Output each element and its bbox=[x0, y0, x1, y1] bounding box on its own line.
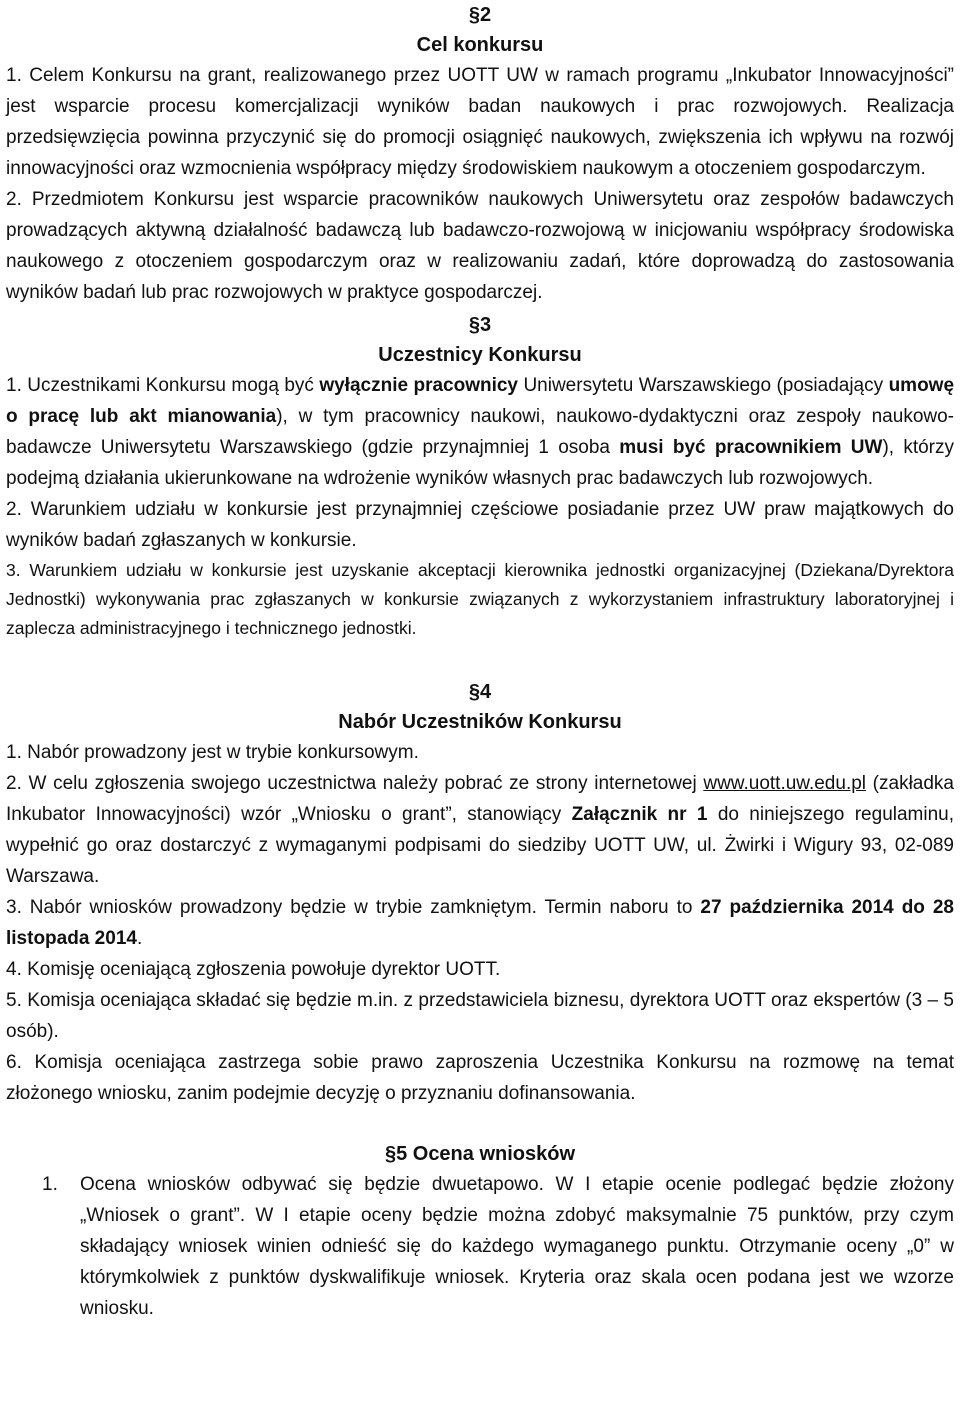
emphasis-text: umowę o pracę lub akt mianowania bbox=[6, 375, 955, 427]
section-4-number: §4 bbox=[468, 681, 492, 703]
section-4-paragraph-4: 4. Komisję oceniającą zgłoszenia powołuje dyrektor UOTT. bbox=[6, 959, 501, 980]
list-item-text: Ocena wniosków odbywać się będzie dwuetapowo. W I etapie ocenie podlegać będzie złożony „Wniosek o grant”. W I etapie oceny będzie można zdobyć maksymalnie 75 punktów, przy czym składający wniosek winien odnieść się do każdego wymaganego punktu. Otrzymanie oceny „0” w którymkolwiek z punktów dyskwalifikuje wniosek. Kryteria oraz skala ocen podana jest we wzorze wniosku. bbox=[80, 1174, 954, 1319]
section-2-paragraph-1: 1. Celem Konkursu na grant, realizowanego przez UOTT UW w ramach programu „Inkubator Innowacyjności” jest wsparcie procesu komercjalizacji wyników badan naukowych i prac rozwojowych. Realizacja przedsięwzięcia powinna przyczynić się do promocji osiągnięć naukowych, zwiększenia ich wpływu na rozwój innowacyjności oraz wzmocnienia współpracy między środowiskiem naukowym a otoczeniem gospodarczym. bbox=[6, 65, 954, 179]
section-4-paragraph-3 bbox=[6, 892, 954, 954]
section-3-paragraph-1 bbox=[6, 370, 954, 494]
section-3-number: §3 bbox=[468, 314, 492, 336]
text-run: (zakładka Inkubator Innowacyjności) wzór „Wniosku o grant”, stanowiący bbox=[6, 773, 954, 825]
emphasis-text: wyłącznie pracownicy bbox=[319, 375, 519, 396]
section-4-paragraph-5: 5. Komisja oceniająca składać się będzie m.in. z przedstawiciela biznesu, dyrektora UOTT oraz ekspertów (3 – 5 osób). bbox=[6, 990, 954, 1042]
section-2-number: §2 bbox=[468, 4, 492, 26]
section-5-list bbox=[6, 1169, 954, 1324]
section-3-paragraph-3: 3. Warunkiem udziału w konkursie jest uzyskanie akceptacji kierownika jednostki organizacyjnej (Dziekana/Dyrektora Jednostki) wykonywania prac zgłaszanych w konkursie związanych z wykorzystaniem infrastruktury laboratoryjnej i zaplecza administracyjnego i technicznego jednostki. bbox=[6, 560, 954, 638]
section-2-title: Cel konkursu bbox=[416, 34, 544, 56]
emphasis-text: musi być pracownikiem UW bbox=[619, 437, 883, 458]
section-4-paragraph-2 bbox=[6, 768, 954, 892]
text-run: ), w tym pracownicy naukowi, naukowo-dydaktyczni oraz zespoły naukowo-badawcze Uniwersytetu Warszawskiego (gdzie przynajmniej 1 osoba bbox=[6, 406, 955, 458]
text-run: do niniejszego regulaminu, wypełnić go oraz dostarczyć z wymaganymi podpisami do siedziby UOTT UW, ul. Żwirki i Wigury 93, 02-089 Warszawa. bbox=[6, 804, 955, 887]
section-4-paragraph-6: 6. Komisja oceniająca zastrzega sobie prawo zaproszenia Uczestnika Konkursu na rozmowę na temat złożonego wniosku, zanim podejmie decyzję o przyznaniu dofinansowania. bbox=[6, 1052, 954, 1104]
section-2-paragraph-2: 2. Przedmiotem Konkursu jest wsparcie pracowników naukowych Uniwersytetu oraz zespołów badawczych prowadzących aktywną działalność badawczą lub badawczo-rozwojową w inicjowaniu współpracy środowiska naukowego z otoczeniem gospodarczym oraz w realizowaniu zadań, które doprowadzą do zastosowania wyników badań lub prac rozwojowych w praktyce gospodarczej. bbox=[6, 189, 954, 303]
text-run: 1. Uczestnikami Konkursu mogą być bbox=[6, 375, 320, 396]
section-4-paragraph-1: 1. Nabór prowadzony jest w trybie konkursowym. bbox=[6, 742, 419, 763]
emphasis-text: Załącznik nr 1 bbox=[571, 804, 708, 825]
text-run: Uniwersytetu Warszawskiego (posiadający bbox=[518, 375, 889, 396]
list-item bbox=[6, 1169, 954, 1324]
section-4-title: Nabór Uczestników Konkursu bbox=[338, 711, 622, 733]
section-3-paragraph-2: 2. Warunkiem udziału w konkursie jest przynajmniej częściowe posiadanie przez UW praw majątkowych do wyników badań zgłaszanych w konkursie. bbox=[6, 499, 954, 551]
text-run: 3. Nabór wniosków prowadzony będzie w trybie zamkniętym. Termin naboru to bbox=[6, 897, 701, 918]
list-item-number: 1. bbox=[42, 1174, 58, 1195]
emphasis-text: 27 października 2014 do 28 listopada 2014 bbox=[6, 897, 954, 949]
text-run: 2. W celu zgłoszenia swojego uczestnictwa należy pobrać ze strony internetowej bbox=[6, 773, 704, 794]
text-run: . bbox=[136, 928, 143, 949]
section-5-title: §5 Ocena wniosków bbox=[384, 1143, 576, 1165]
website-link[interactable]: www.uott.uw.edu.pl bbox=[703, 773, 867, 794]
section-3-title: Uczestnicy Konkursu bbox=[378, 344, 582, 366]
text-run: ), którzy podejmą działania ukierunkowane na wdrożenie wyników własnych prac badawczych lub rozwojowych. bbox=[6, 437, 954, 489]
